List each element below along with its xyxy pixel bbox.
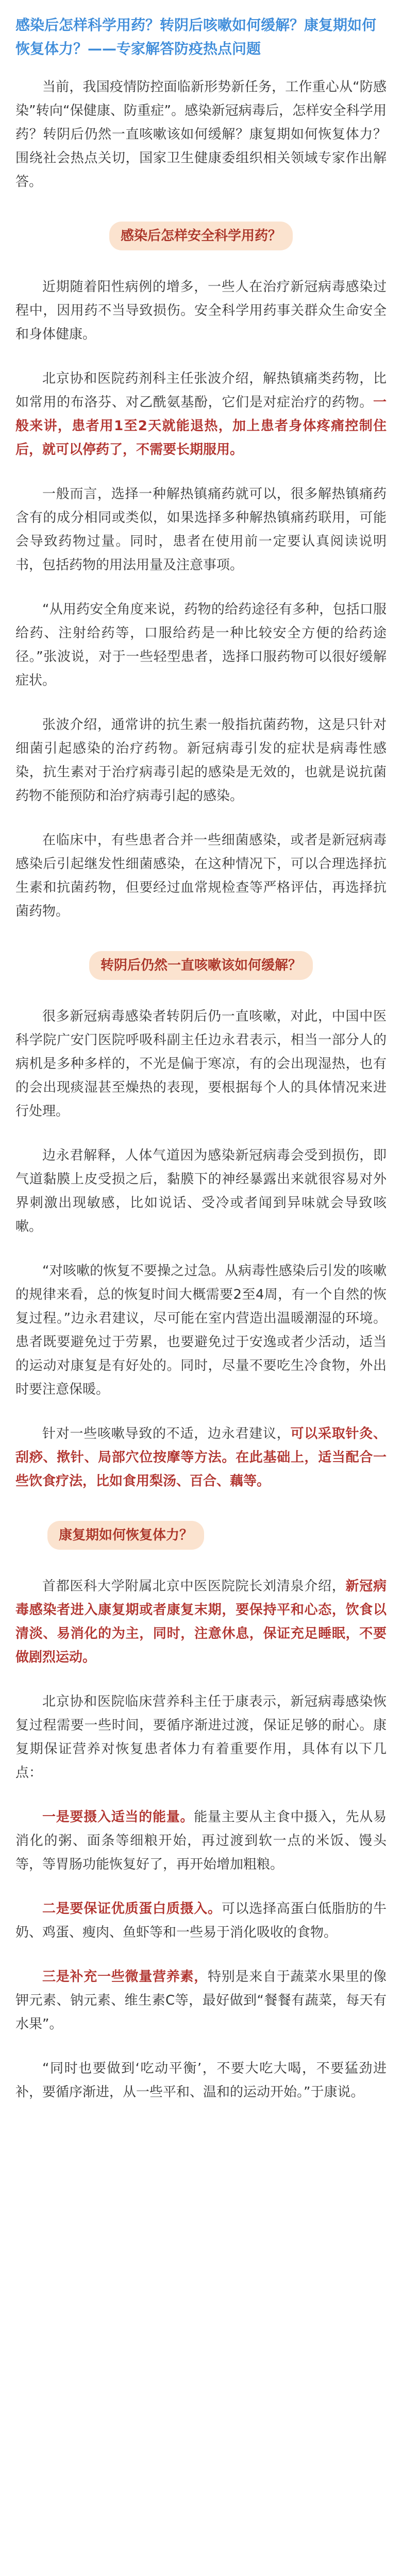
paragraph: 近期随着阳性病例的增多，一些人在治疗新冠病毒感染过程中，因用药不当导致损伤。安全科学用药事关群众生命安全和身体健康。 — [15, 279, 387, 342]
paragraph — [15, 1897, 387, 1944]
paragraph — [15, 1965, 387, 2036]
highlight-text: 可以采取针灸、刮痧、揿针、局部穴位按摩等方法。在此基础上，适当配合一些饮食疗法，比如食用梨汤、百合、藕等。 — [15, 1426, 387, 1489]
paragraph: “从用药安全角度来说，药物的给药途径有多种，包括口服给药、注射给药等，口服给药是一种比较安全方便的给药途径。”张波说，对于一些轻型患者，选择口服药物可以很好缓解症状。 — [15, 602, 387, 688]
paragraph: 很多新冠病毒感染者转阴后仍一直咳嗽，对此，中国中医科学院广安门医院呼吸科副主任边永君表示，相当一部分人的病机是多种多样的，不光是偏于寒凉，有的会出现湿热，也有的会出现痰湿甚至燥热的表现，要根据每个人的具体情况来进行处理。 — [15, 1009, 387, 1119]
paragraph: “同时也要做到‘吃动平衡’，不要大吃大喝，不要猛劲进补，要循序渐进，从一些平和、温和的运动开始。”于康说。 — [15, 2061, 387, 2100]
section-heading-label: 感染后怎样安全科学用药？ — [109, 222, 293, 250]
paragraph: 边永君解释，人体气道因为感染新冠病毒会受到损伤，即气道黏膜上皮受损之后，黏膜下的神经暴露出来就很容易对外界刺激出现敏感，比如说话、受冷或者闻到异味就会导致咳嗽。 — [15, 1148, 387, 1234]
paragraph — [15, 1805, 387, 1876]
paragraph — [15, 1574, 387, 1669]
highlight-text: 二是要保证优质蛋白质摄入。 — [42, 1901, 222, 1917]
highlight-text: 三是补充一些微量营养素， — [42, 1969, 208, 1985]
section-heading-label: 康复期如何恢复体力？ — [47, 1521, 204, 1550]
paragraph — [15, 1422, 387, 1493]
paragraph-text: 可以选择高蛋白低脂肪的牛奶、鸡蛋、瘦肉、鱼虾等和一些易于消化吸收的食物。 — [15, 1901, 387, 1940]
paragraph: 北京协和医院临床营养科主任于康表示，新冠病毒感染恢复过程需要一些时间，要循序渐进过渡，保证足够的耐心。康复期保证营养对恢复患者体力有着重要作用，具体有以下几点： — [15, 1694, 387, 1781]
paragraph-text: 北京协和医院药剂科主任张波介绍，解热镇痛类药物，比如常用的布洛芬、对乙酰氨基酚，它们是对症治疗的药物。 — [15, 371, 387, 410]
intro-paragraph: 当前，我国疫情防控面临新形势新任务，工作重心从“防感染”转向“保健康、防重症”。感染新冠病毒后，怎样安全科学用药？转阴后仍然一直咳嗽该如何缓解？康复期如何恢复体力？围绕社会热点关切，国家卫生健康委组织相关领域专家作出解答。 — [15, 79, 387, 190]
article-title: 感染后怎样科学用药？转阴后咳嗽如何缓解？康复期如何恢复体力？——专家解答防疫热点问题 — [15, 16, 377, 57]
highlight-text: 新冠病毒感染者进入康复期或者康复末期，要保持平和心态，饮食以清淡、易消化的为主，同时，注意休息，保证充足睡眠，不要做剧烈运动。 — [15, 1579, 387, 1665]
paragraph-text: 能量主要从主食中摄入，先从易消化的粥、面条等细粮开始，再过渡到软一点的米饭、馒头等，等胃肠功能恢复好了，再开始增加粗粮。 — [15, 1809, 387, 1872]
paragraph — [15, 367, 387, 462]
highlight-text: 一般来讲，患者用1至2天就能退热，加上患者身体疼痛控制住后，就可以停药了，不需要长期服用。 — [15, 395, 387, 457]
paragraph-text: 针对一些咳嗽导致的不适，边永君建议， — [42, 1426, 291, 1442]
paragraph: 在临床中，有些患者合并一些细菌感染，或者是新冠病毒感染后引起继发性细菌感染，在这种情况下，可以合理选择抗生素和抗菌药物，但要经过血常规检查等严格评估，再选择抗菌药物。 — [15, 833, 387, 919]
paragraph: 一般而言，选择一种解热镇痛药就可以，很多解热镇痛药含有的成分相同或类似，如果选择多种解热镇痛药联用，可能会导致药物过量。同时，患者在使用前一定要认真阅读说明书，包括药物的用法用量及注意事项。 — [15, 486, 387, 573]
section-heading-medication — [15, 222, 387, 250]
paragraph: “对咳嗽的恢复不要操之过急。从病毒性感染后引发的咳嗽的规律来看，总的恢复时间大概需要2至4周，有一个自然的恢复过程。”边永君建议，尽可能在室内营造出温暖潮湿的环境。患者既要避免过于劳累，也要避免过于安逸或者少活动，适当的运动对康复是有好处的。同时，尽量不要吃生冷食物，外出时要注意保暖。 — [15, 1263, 387, 1397]
paragraph-text: 首都医科大学附属北京中医医院院长刘清泉介绍， — [42, 1579, 346, 1594]
highlight-text: 一是要摄入适当的能量。 — [42, 1809, 194, 1825]
paragraph: 张波介绍，通常讲的抗生素一般指抗菌药物，这是只针对细菌引起感染的治疗药物。新冠病毒引发的症状是病毒性感染，抗生素对于治疗病毒引起的感染是无效的，也就是说抗菌药物不能预防和治疗病毒引起的感染。 — [15, 717, 387, 804]
section-heading-label: 转阴后仍然一直咳嗽该如何缓解？ — [89, 951, 313, 980]
section-heading-cough — [15, 951, 387, 980]
section-heading-recovery — [47, 1521, 387, 1550]
paragraph-text: 特别是来自于蔬菜水果里的像钾元素、钠元素、维生素C等，最好做到“餐餐有蔬菜，每天有水果”。 — [15, 1969, 387, 2032]
